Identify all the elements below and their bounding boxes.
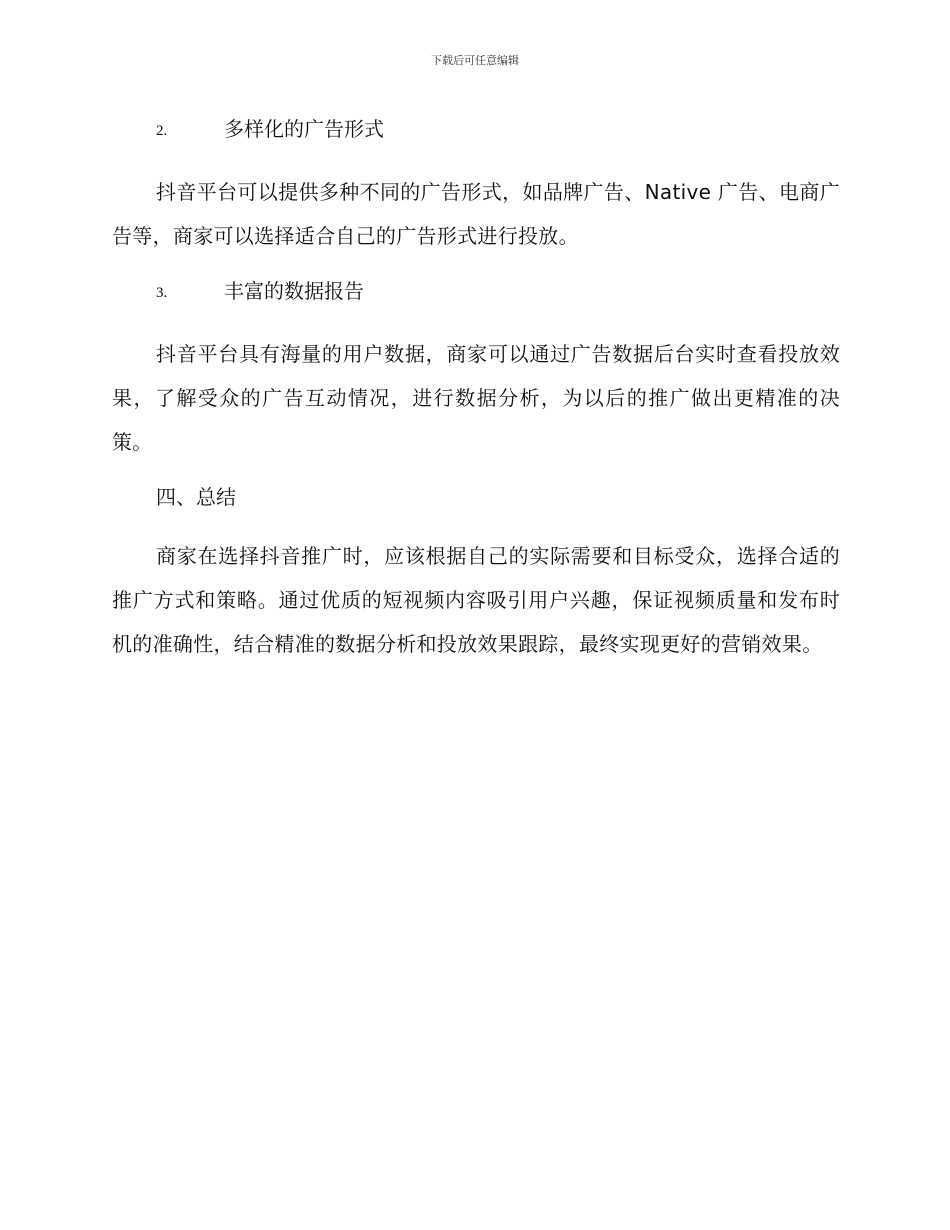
item-paragraph-3: 抖音平台具有海量的用户数据，商家可以通过广告数据后台实时查看投放效果，了解受众的广告互动情况，进行数据分析，为以后的推广做出更精准的决策。 [112, 342, 840, 454]
page-header: 下载后可任意编辑 [431, 54, 519, 67]
summary-paragraph: 商家在选择抖音推广时，应该根据自己的实际需要和目标受众，选择合适的推广方式和策略。通过优质的短视频内容吸引用户兴趣，保证视频质量和发布时机的准确性，结合精准的数据分析和投放效果跟踪，最终实现更好的营销效果。 [112, 544, 840, 656]
document-body [112, 112, 840, 682]
item-title: 丰富的数据报告 [224, 279, 364, 303]
summary-title: 四、总结 [156, 485, 236, 509]
item-heading-3 [112, 274, 840, 310]
item-number: 3. [156, 285, 168, 301]
item-number: 2. [156, 123, 168, 139]
item-title: 多样化的广告形式 [224, 117, 384, 141]
item-heading-2 [112, 112, 840, 148]
item-paragraph-2: 抖音平台可以提供多种不同的广告形式，如品牌广告、Native 广告、电商广告等，商家可以选择适合自己的广告形式进行投放。 [112, 180, 840, 248]
